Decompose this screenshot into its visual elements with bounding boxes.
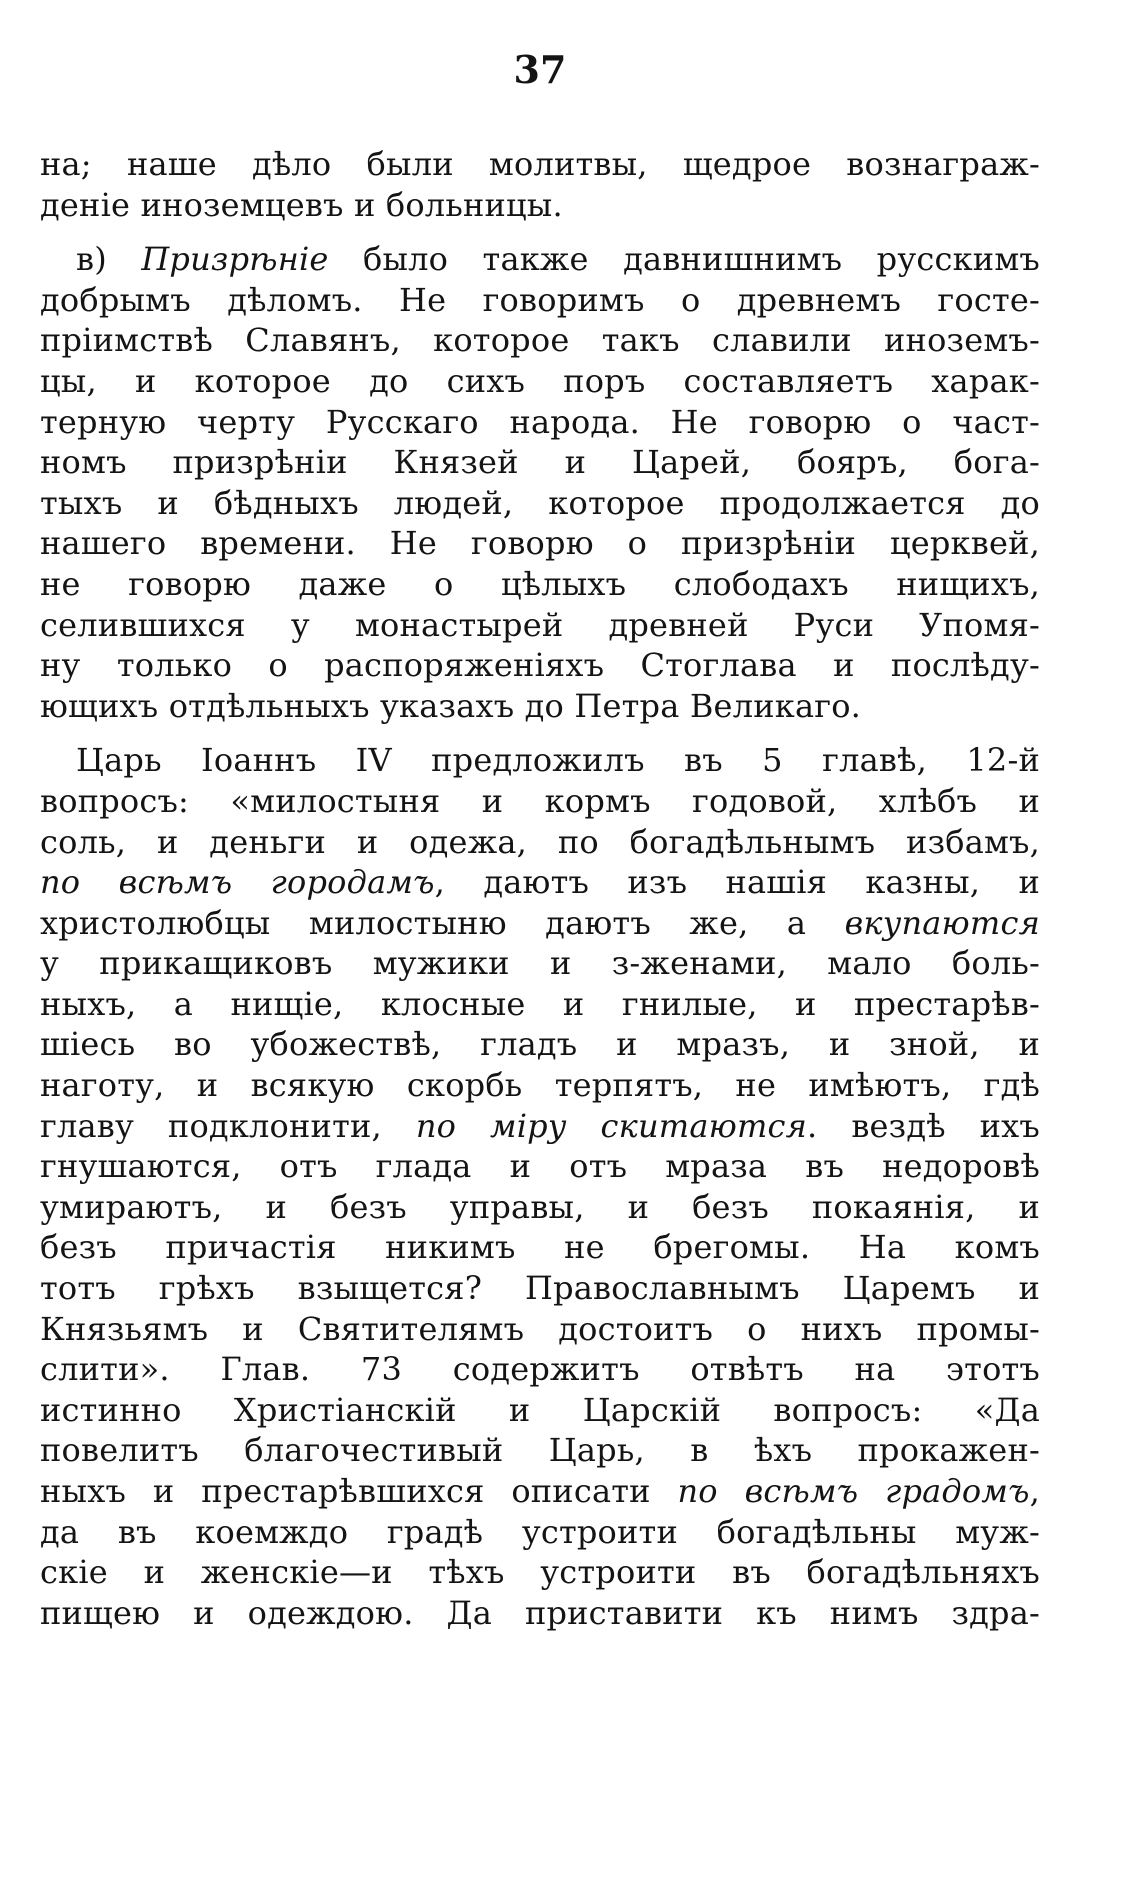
italic-text: Призрѣніе <box>141 240 329 279</box>
text-line <box>40 1512 1040 1553</box>
text-run: да въ коемждо градѣ устроити богадѣльны муж- <box>40 1512 1040 1551</box>
text-run: соль, и деньги и одежа, по богадѣльнымъ избамъ, <box>40 822 1040 861</box>
text-line <box>40 943 1040 984</box>
paragraph-gap <box>40 225 1040 239</box>
italic-text: по всѣмъ городамъ <box>40 863 435 902</box>
text-line <box>40 402 1040 443</box>
text-run: гнушаются, отъ глада и отъ мраза въ недоровѣ <box>40 1147 1040 1186</box>
text-line <box>40 483 1040 524</box>
text-run: селившихся у монастырей древней Руси Упомя- <box>40 605 1040 644</box>
text-run: шіесь во убожествѣ, гладъ и мразъ, и зной, и <box>40 1025 1040 1064</box>
text-run: деніе иноземцевъ и больницы. <box>40 185 563 224</box>
text-run: пріимствѣ Славянъ, которое такъ славили иноземъ- <box>40 321 1040 360</box>
text-line <box>40 1390 1040 1431</box>
text-run: не говорю даже о цѣлыхъ слободахъ нищихъ, <box>40 564 1040 603</box>
text-line <box>40 320 1040 361</box>
text-run: умираютъ, и безъ управы, и безъ покаянія, и <box>40 1187 1040 1226</box>
text-line <box>40 645 1040 686</box>
italic-text: по всѣмъ градомъ <box>677 1472 1030 1510</box>
text-line <box>40 1065 1040 1106</box>
paragraph <box>40 239 1040 726</box>
text-line <box>40 1430 1040 1471</box>
text-run: ющихъ отдѣльныхъ указахъ до Петра Великаго. <box>40 686 862 725</box>
text-run: ну только о распоряженіяхъ Стоглава и послѣду- <box>40 646 1040 685</box>
paragraph <box>40 144 1040 225</box>
text-line <box>40 862 1040 903</box>
text-run: повелитъ благочестивый Царь, в ѣхъ прокажен- <box>40 1431 1040 1470</box>
text-run: христолюбцы милостыню даютъ же, а <box>40 903 845 942</box>
text-line <box>40 1349 1040 1390</box>
text-line <box>40 564 1040 605</box>
text-run: ныхъ, а нищіе, клосные и гнилые, и престарѣв- <box>40 984 1040 1023</box>
text-line <box>40 1268 1040 1309</box>
text-run: в) <box>76 240 142 279</box>
text-line <box>40 1227 1040 1268</box>
page-number: 37 <box>513 47 567 92</box>
text-run: пищею и одеждою. Да приставити къ нимъ здра- <box>40 1593 1040 1632</box>
text-line <box>40 1471 1040 1512</box>
text-run: слити». Глав. 73 содержитъ отвѣтъ на этотъ <box>40 1350 1040 1389</box>
text-run: , <box>1029 1472 1040 1510</box>
text-line <box>40 1552 1040 1593</box>
text-line <box>40 740 1040 781</box>
text-run: цы, и которое до сихъ поръ составляетъ харак- <box>40 361 1040 400</box>
text-run: , даютъ изъ нашія казны, и <box>434 863 1040 902</box>
text-run: терную черту Русскаго народа. Не говорю о част- <box>40 402 1040 441</box>
text-line <box>40 144 1040 185</box>
text-run: на; наше дѣло были молитвы, щедрое вознаграж- <box>40 145 1040 183</box>
text-run: . вездѣ ихъ <box>807 1106 1040 1145</box>
text-run: безъ причастія никимъ не брегомы. На комъ <box>40 1228 1040 1267</box>
text-line <box>40 1593 1040 1634</box>
text-run: Князьямъ и Святителямъ достоитъ о нихъ промы- <box>40 1309 1040 1348</box>
text-line <box>40 185 1040 226</box>
paragraph <box>40 740 1040 1633</box>
text-line <box>40 1024 1040 1065</box>
body-text <box>40 144 1040 1633</box>
text-run: истинно Христіанскій и Царскій вопросъ: «Да <box>40 1390 1040 1429</box>
text-run: Царь Іоаннъ IV предложилъ въ 5 главѣ, 12-й <box>76 741 1040 780</box>
text-run: номъ призрѣніи Князей и Царей, бояръ, бога- <box>40 443 1040 482</box>
text-run: тыхъ и бѣдныхъ людей, которое продолжается до <box>40 483 1040 522</box>
text-line <box>40 903 1040 944</box>
text-line <box>40 1309 1040 1350</box>
book-page <box>40 40 1040 1846</box>
text-line <box>40 442 1040 483</box>
text-line <box>40 1187 1040 1228</box>
text-line <box>40 1106 1040 1147</box>
text-run: у прикащиковъ мужики и з-женами, мало боль- <box>40 944 1040 983</box>
text-run: вопросъ: «милостыня и кормъ годовой, хлѣбъ и <box>40 781 1040 820</box>
text-line <box>40 984 1040 1025</box>
text-run: ныхъ и престарѣвшихся описати <box>40 1472 678 1510</box>
paragraph-gap <box>40 726 1040 740</box>
text-line <box>40 280 1040 321</box>
text-line <box>40 781 1040 822</box>
text-run: добрымъ дѣломъ. Не говоримъ о древнемъ госте- <box>40 280 1040 319</box>
text-line <box>40 605 1040 646</box>
text-line <box>40 239 1040 280</box>
text-run: было также давнишнимъ русскимъ <box>328 240 1040 279</box>
text-run: нашего времени. Не говорю о призрѣніи церквей, <box>40 524 1040 563</box>
text-run: скіе и женскіе—и тѣхъ устроити въ богадѣльняхъ <box>40 1553 1040 1592</box>
text-line <box>40 686 1040 727</box>
italic-text: по міру скитаются <box>415 1106 808 1145</box>
text-run: главу подклонити, <box>40 1106 416 1145</box>
text-line <box>40 822 1040 863</box>
text-line <box>40 1146 1040 1187</box>
text-line <box>40 523 1040 564</box>
text-run: наготу, и всякую скорбь терпятъ, не имѣютъ, гдѣ <box>40 1066 1040 1105</box>
text-run: тотъ грѣхъ взыщется? Православнымъ Царемъ и <box>40 1269 1040 1308</box>
text-line <box>40 361 1040 402</box>
italic-text: вкупаются <box>844 903 1040 942</box>
